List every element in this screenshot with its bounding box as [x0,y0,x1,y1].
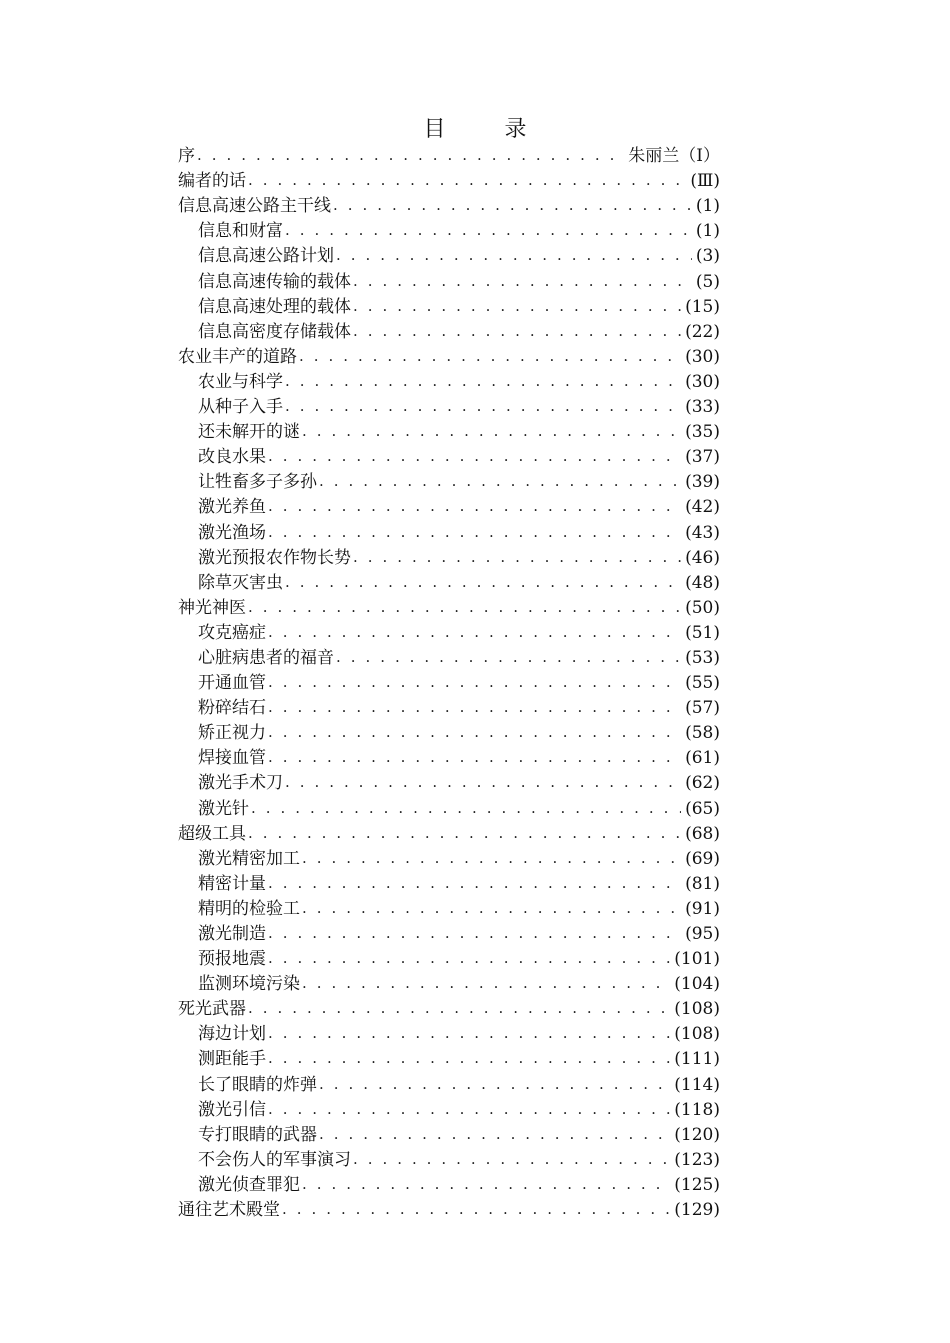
table-of-contents [178,144,720,1223]
dot-leader [353,320,681,342]
toc-entry-title: 激光预报农作物长势 [198,547,351,568]
toc-entry-title: 不会伤人的军事演习 [198,1149,351,1170]
toc-entry-title: 还未解开的谜 [198,422,300,443]
dot-leader [268,1047,670,1069]
dot-leader [319,1073,670,1095]
dot-leader [268,872,681,894]
toc-entry-title: 超级工具 [178,823,246,844]
toc-entry-title: 精明的检验工 [198,898,300,919]
toc-entry-title: 除草灭害虫 [198,572,283,593]
dot-leader [353,1148,670,1170]
toc-entry-page: (68) [685,823,720,844]
toc-entry [178,194,720,219]
toc-entry-title: 神光神医 [178,597,246,618]
toc-entry-title: 专打眼睛的武器 [198,1124,317,1145]
toc-entry-page: (3) [695,246,720,267]
dot-leader [353,295,681,317]
toc-subentry [178,420,720,445]
toc-entry-page: (108) [674,1024,720,1045]
toc-entry-title: 通往艺术殿堂 [178,1200,280,1221]
toc-subentry [178,1123,720,1148]
toc-entry [178,1198,720,1223]
dot-leader [268,947,670,969]
toc-entry-title: 攻克癌症 [198,622,266,643]
dot-leader [248,997,670,1019]
toc-subentry [178,244,720,269]
toc-entry-title: 激光针 [198,798,249,819]
toc-entry-title: 改良水果 [198,447,266,468]
toc-subentry [178,1148,720,1173]
toc-entry-page: (30) [685,371,720,392]
toc-entry-page: (22) [685,321,720,342]
toc-entry-page: (111) [674,1049,720,1070]
toc-entry-page: (39) [685,472,720,493]
toc-entry-title: 测距能手 [198,1049,266,1070]
dot-leader [285,219,692,241]
toc-entry-title: 信息高速公路计划 [198,246,334,267]
toc-subentry [178,219,720,244]
toc-entry-title: 监测环境污染 [198,974,300,995]
toc-entry-title: 海边计划 [198,1024,266,1045]
toc-entry-title: 激光手术刀 [198,773,283,794]
toc-entry [178,596,720,621]
toc-entry-title: 农业丰产的道路 [178,346,297,367]
toc-subentry [178,646,720,671]
toc-entry [178,169,720,194]
toc-entry-title: 信息和财富 [198,221,283,242]
toc-entry-title: 农业与科学 [198,371,283,392]
toc-entry-page: (30) [685,346,720,367]
toc-entry-page: (46) [685,547,720,568]
toc-subentry [178,520,720,545]
toc-subentry [178,696,720,721]
toc-subentry [178,1022,720,1047]
toc-entry-page: (33) [685,397,720,418]
toc-entry-title: 激光制造 [198,924,266,944]
dot-leader [353,546,681,568]
toc-subentry [178,395,720,420]
toc-subentry [178,771,720,796]
dot-leader [268,445,681,467]
dot-leader [268,746,681,768]
toc-entry-page: (58) [685,723,720,744]
dot-leader [268,721,681,743]
dot-leader [302,847,681,869]
toc-entry-title: 信息高速处理的载体 [198,296,351,317]
toc-entry [178,822,720,847]
toc-entry-page: (81) [685,873,720,894]
toc-subentry [178,746,720,771]
toc-entry-page: (123) [674,1149,720,1170]
toc-entry-page: (62) [685,773,720,794]
page-title: 目 录 [423,117,553,142]
toc-entry-page: (1) [695,196,720,217]
toc-entry-title: 让牲畜多子多孙 [198,472,317,493]
toc-entry-page: (15) [685,296,720,317]
toc-entry [178,997,720,1022]
toc-entry-title: 死光武器 [178,999,246,1020]
toc-subentry [178,269,720,294]
toc-entry-title: 激光侦查罪犯 [198,1174,300,1195]
toc-subentry [178,621,720,646]
toc-entry-title: 编者的话 [178,171,246,192]
toc-subentry [178,972,720,997]
toc-entry-title: 激光养鱼 [198,497,266,518]
toc-subentry [178,922,720,947]
toc-subentry [178,470,720,495]
dot-leader [268,521,681,543]
dot-leader [302,972,670,994]
toc-entry-title: 信息高密度存储载体 [198,321,351,342]
toc-entry-page: (53) [685,647,720,668]
toc-entry-page: (120) [674,1124,720,1145]
toc-subentry [178,1072,720,1097]
toc-entry-page: (104) [674,974,720,995]
toc-entry-title: 开通血管 [198,673,266,694]
toc-entry-title: 激光引信 [198,1099,266,1120]
toc-entry-page: (43) [685,522,720,543]
toc-subentry [178,796,720,821]
toc-entry-title: 矫正视力 [198,723,266,744]
toc-entry-page: (108) [674,999,720,1020]
toc-entry-page: (118) [674,1099,720,1120]
toc-subentry [178,1047,720,1072]
toc-entry-page: (114) [674,1074,720,1095]
dot-leader [353,270,692,292]
dot-leader [302,897,681,919]
dot-leader [285,571,681,593]
toc-entry-title: 粉碎结石 [198,698,266,719]
dot-leader [282,1198,670,1220]
dot-leader [299,345,681,367]
dot-leader [268,495,681,517]
toc-entry-page: (48) [685,572,720,593]
toc-subentry [178,370,720,395]
toc-entry-page: 朱丽兰（Ⅰ） [628,146,720,167]
dot-leader [319,1123,670,1145]
dot-leader [285,370,681,392]
toc-subentry [178,847,720,872]
dot-leader [248,169,686,191]
toc-entry-title: 精密计量 [198,873,266,894]
toc-entry-page: (95) [685,924,720,944]
dot-leader [333,194,692,216]
toc-entry-title: 序 [178,146,195,167]
toc-entry-page: (69) [685,848,720,869]
dot-leader [248,822,681,844]
toc-subentry [178,295,720,320]
toc-entry-page: (125) [674,1174,720,1195]
toc-entry-title: 长了眼睛的炸弹 [198,1074,317,1095]
toc-entry-page: (91) [685,898,720,919]
toc-subentry [178,1173,720,1198]
toc-subentry [178,445,720,470]
toc-entry-page: (37) [685,447,720,468]
dot-leader [336,646,681,668]
toc-entry-page: (51) [685,622,720,643]
dot-leader [319,470,681,492]
toc-entry-page: (5) [695,271,720,292]
toc-subentry [178,671,720,696]
dot-leader [268,922,681,944]
toc-entry-title: 激光精密加工 [198,848,300,869]
toc-entry-title: 信息高速公路主干线 [178,196,331,217]
dot-leader [302,420,681,442]
dot-leader [248,596,681,618]
toc-subentry [178,947,720,972]
dot-leader [251,797,681,819]
toc-entry [178,144,720,169]
toc-entry-page: (50) [685,597,720,618]
toc-entry [178,345,720,370]
dot-leader [197,144,624,166]
toc-entry-page: (129) [674,1200,720,1221]
toc-entry-title: 焊接血管 [198,748,266,769]
toc-entry-page: (1) [695,221,720,242]
toc-entry-title: 激光渔场 [198,522,266,543]
toc-entry-title: 信息高速传输的载体 [198,271,351,292]
toc-entry-page: (57) [685,698,720,719]
toc-subentry [178,495,720,520]
toc-entry-page: (Ⅲ) [690,171,720,192]
dot-leader [302,1173,670,1195]
toc-subentry [178,897,720,922]
toc-entry-page: (55) [685,673,720,694]
toc-entry-title: 从种子入手 [198,397,283,418]
toc-subentry [178,320,720,345]
dot-leader [268,1098,670,1120]
dot-leader [285,771,681,793]
toc-entry-page: (42) [685,497,720,518]
toc-subentry [178,571,720,596]
toc-entry-page: (35) [685,422,720,443]
dot-leader [268,696,681,718]
toc-entry-page: (101) [674,949,720,970]
toc-subentry [178,1098,720,1123]
toc-entry-page: (61) [685,748,720,769]
toc-entry-page: (65) [685,798,720,819]
dot-leader [268,1022,670,1044]
toc-entry-title: 心脏病患者的福音 [198,647,334,668]
dot-leader [285,395,681,417]
dot-leader [268,671,681,693]
dot-leader [268,621,681,643]
toc-entry-title: 预报地震 [198,949,266,970]
toc-subentry [178,546,720,571]
dot-leader [336,244,692,266]
toc-subentry [178,721,720,746]
toc-subentry [178,872,720,897]
